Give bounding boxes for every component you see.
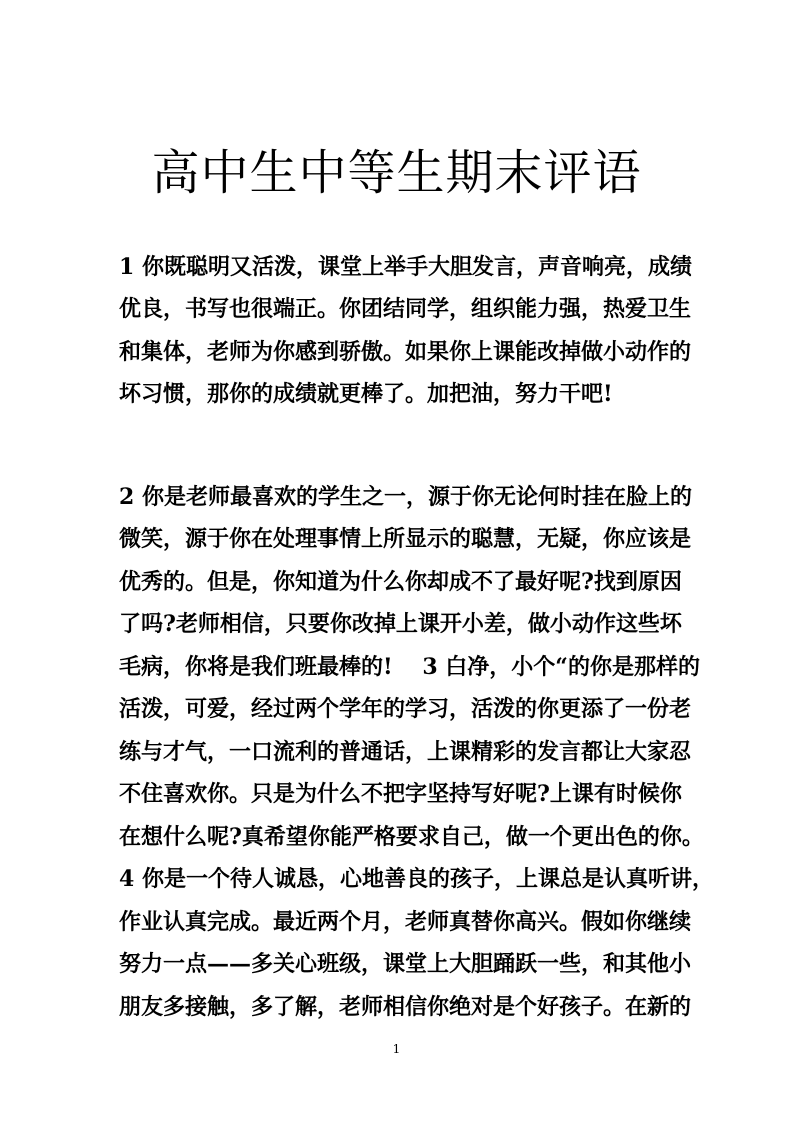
paragraph-line: 在想什么呢?真希望你能严格要求自己，做一个更出色的你。 — [119, 824, 704, 850]
paragraph-line: 优秀的。但是，你知道为什么你却成不了最好呢?找到原因 — [119, 569, 682, 595]
page-number: 1 — [392, 1042, 401, 1056]
paragraph-line: 不住喜欢你。只是为什么不把字坚持写好呢?上课有时候你 — [119, 781, 682, 807]
paragraph-line: 练与才气，一口流利的普通话，上课精彩的发言都让大家忍 — [119, 739, 692, 765]
paragraph-line: 活泼，可爱，经过两个学年的学习，活泼的你更添了一份老 — [119, 696, 692, 722]
paragraph-line: 和集体，老师为你感到骄傲。如果你上课能改掉做小动作的 — [119, 339, 692, 365]
document-title: 高中生中等生期末评语 — [151, 145, 642, 201]
paragraph-line: 2 你是老师最喜欢的学生之一，源于你无论何时挂在脸上的 — [119, 484, 692, 510]
paragraph-line: 作业认真完成。最近两个月，老师真替你高兴。假如你继续 — [119, 909, 692, 935]
paragraph-line: 微笑，源于你在处理事情上所显示的聪慧，无疑，你应该是 — [119, 526, 692, 552]
paragraph-line: 优良，书写也很端正。你团结同学，组织能力强，热爱卫生 — [119, 296, 692, 322]
paragraph-line: 朋友多接触，多了解，老师相信你绝对是个好孩子。在新的 — [119, 994, 692, 1020]
paragraph-line: 毛病，你将是我们班最棒的! 3 白净，小个“的你是那样的 — [119, 654, 700, 680]
paragraph-line: 了吗?老师相信，只要你改掉上课开小差，做小动作这些坏 — [119, 611, 682, 637]
paragraph-line: 4 你是一个待人诚恳，心地善良的孩子，上课总是认真听讲， — [119, 866, 714, 892]
paragraph-line: 坏习惯，那你的成绩就更棒了。加把油，努力干吧! — [119, 381, 613, 407]
paragraph-line: 努力一点——多关心班级，课堂上大胆踊跃一些，和其他小 — [119, 951, 692, 977]
paragraph-line: 1 你既聪明又活泼，课堂上举手大胆发言，声音响亮，成绩 — [119, 254, 692, 280]
